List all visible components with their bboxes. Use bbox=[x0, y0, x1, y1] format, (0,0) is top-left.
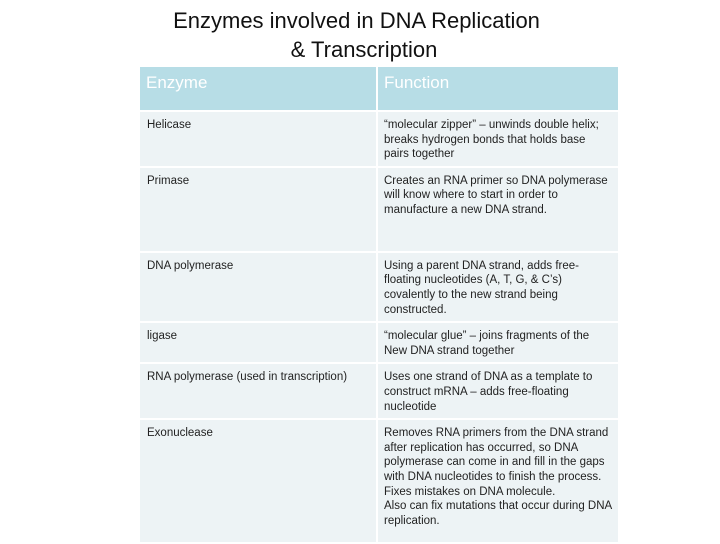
table-row bbox=[139, 363, 619, 419]
function-cell bbox=[377, 111, 619, 167]
title-line-2: & Transcription bbox=[290, 37, 438, 62]
table-row bbox=[139, 252, 619, 322]
function-text: Removes RNA primers from the DNA strand after replication has occurred, so DNA polymerase can come in and fill in the gaps with DNA nucleotides to finish the process. Fixes mistakes on DNA molecule. Also can fix mutations that occur during DNA replication. bbox=[384, 427, 612, 527]
enzyme-cell: Primase bbox=[139, 167, 377, 252]
function-cell bbox=[377, 363, 619, 419]
title-line-1: Enzymes involved in DNA Replication bbox=[173, 8, 540, 33]
function-text: “molecular glue” – joins fragments of the New DNA strand together bbox=[384, 330, 590, 357]
enzyme-cell: DNA polymerase bbox=[139, 252, 377, 322]
function-cell bbox=[377, 419, 619, 543]
enzyme-cell: ligase bbox=[139, 322, 377, 363]
table-row bbox=[139, 419, 619, 543]
enzymes-table bbox=[138, 65, 620, 544]
column-header-enzyme: Enzyme bbox=[139, 66, 377, 111]
table-row bbox=[139, 167, 619, 252]
enzyme-cell: RNA polymerase (used in transcription) bbox=[139, 363, 377, 419]
function-cell bbox=[377, 322, 619, 363]
table-row bbox=[139, 111, 619, 167]
table-header-row bbox=[139, 66, 619, 111]
function-text: Creates an RNA primer so DNA polymerase will know where to start in order to manufacture a new DNA strand. bbox=[384, 174, 608, 216]
enzyme-cell: Exonuclease bbox=[139, 419, 377, 543]
function-text: Uses one strand of DNA as a template to construct mRNA – adds free-floating nucleotide bbox=[384, 371, 593, 413]
enzyme-cell: Helicase bbox=[139, 111, 377, 167]
function-text: “molecular zipper” – unwinds double helix; breaks hydrogen bonds that holds base pairs together bbox=[384, 119, 599, 161]
page-title bbox=[0, 6, 720, 64]
function-cell bbox=[377, 252, 619, 322]
function-cell bbox=[377, 167, 619, 252]
table-row bbox=[139, 322, 619, 363]
column-header-function: Function bbox=[377, 66, 619, 111]
function-text: Using a parent DNA strand, adds free-floating nucleotides (A, T, G, & C’s) covalently to the new strand being constructed. bbox=[384, 259, 579, 316]
